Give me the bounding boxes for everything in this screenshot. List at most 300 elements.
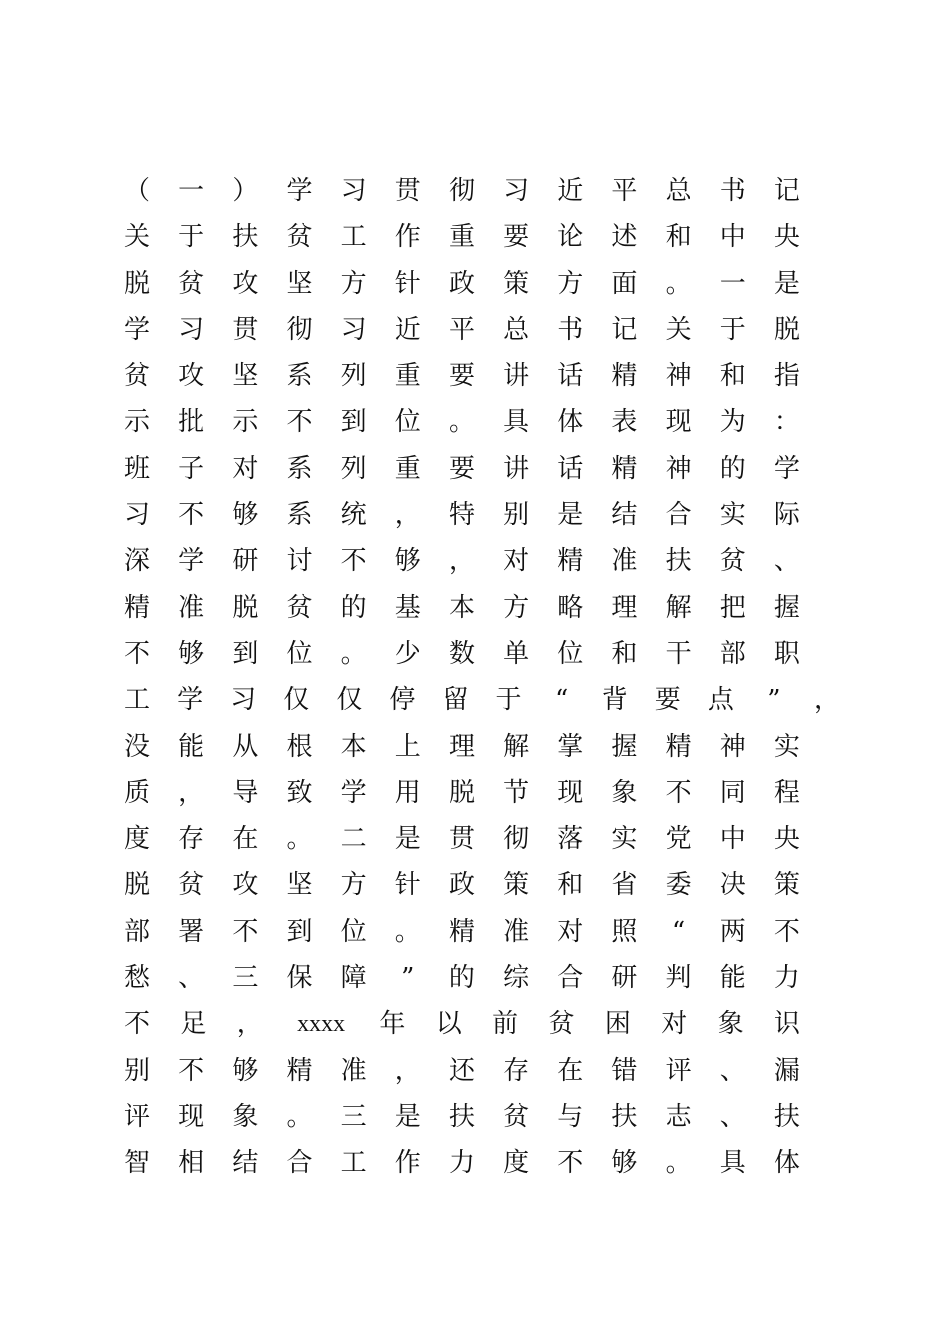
text-char: 统	[340, 500, 367, 531]
text-char: 足	[180, 1009, 207, 1040]
text-char: 理	[611, 592, 638, 623]
text-char: 精	[557, 546, 584, 577]
text-char: 部	[124, 916, 151, 947]
text-char: 扶	[773, 1101, 800, 1132]
text-char: ，	[394, 500, 421, 531]
text-char: 中	[719, 222, 746, 253]
text-char: 精	[286, 1055, 313, 1086]
text-char: 别	[503, 500, 530, 531]
text-line	[124, 307, 800, 353]
text-char: ，	[394, 1055, 421, 1086]
text-char: 准	[503, 916, 530, 947]
text-char: 班	[124, 453, 151, 484]
text-char: 脱	[124, 268, 151, 299]
text-char: 政	[448, 268, 475, 299]
text-char: 基	[394, 592, 421, 623]
text-char: 够	[232, 500, 259, 531]
text-char: 位	[286, 638, 313, 669]
text-char: 具	[503, 407, 530, 438]
text-char: 脱	[448, 777, 475, 808]
text-char: 贫	[178, 870, 205, 901]
text-char: 针	[394, 870, 421, 901]
text-char: 握	[773, 592, 800, 623]
text-char: 策	[503, 268, 530, 299]
text-char: 示	[124, 407, 151, 438]
text-char: 象	[232, 1101, 259, 1132]
text-char: 不	[557, 1148, 584, 1179]
text-char: 署	[178, 916, 205, 947]
text-char: 系	[286, 361, 313, 392]
text-line	[124, 770, 800, 816]
text-char: 与	[557, 1101, 584, 1132]
text-char: 部	[719, 638, 746, 669]
text-char: 扶	[232, 222, 259, 253]
text-char: 贫	[719, 546, 746, 577]
text-char: 力	[773, 963, 800, 994]
text-char: 致	[286, 777, 313, 808]
text-char: 讲	[503, 361, 530, 392]
text-char: ：	[773, 407, 800, 438]
text-char: 。	[448, 407, 475, 438]
text-char: 委	[665, 870, 692, 901]
text-char: 数	[448, 638, 475, 669]
text-char: 记	[611, 314, 638, 345]
text-char: 书	[557, 314, 584, 345]
text-char: 还	[448, 1055, 475, 1086]
text-line	[124, 492, 800, 538]
text-char: xxxx	[297, 1011, 346, 1038]
text-char: 话	[557, 361, 584, 392]
text-char: 对	[232, 453, 259, 484]
text-char: 系	[286, 500, 313, 531]
text-char: 。	[665, 268, 692, 299]
text-char: 两	[719, 916, 746, 947]
text-char: 指	[773, 361, 800, 392]
text-char: 单	[503, 638, 530, 669]
text-char: 解	[503, 731, 530, 762]
text-char: 坚	[232, 361, 259, 392]
text-char: 实	[611, 824, 638, 855]
text-char: 度	[503, 1148, 530, 1179]
text-char: 工	[124, 685, 151, 716]
text-line	[124, 399, 800, 445]
text-char: 省	[611, 870, 638, 901]
text-char: 攻	[178, 361, 205, 392]
text-char: 平	[448, 314, 475, 345]
text-char: 别	[124, 1055, 151, 1086]
text-char: 二	[340, 824, 367, 855]
text-char: 列	[340, 361, 367, 392]
text-char: 贫	[503, 1101, 530, 1132]
text-line	[124, 724, 800, 770]
text-char: ”	[767, 685, 781, 716]
text-char: 表	[611, 407, 638, 438]
text-char: 央	[773, 824, 800, 855]
text-char: 愁	[124, 963, 151, 994]
text-char: 实	[773, 731, 800, 762]
text-char: 能	[719, 963, 746, 994]
text-char: 贯	[394, 176, 421, 206]
text-char: 一	[178, 176, 205, 206]
text-char: 示	[232, 407, 259, 438]
text-char: 重	[394, 453, 421, 484]
text-char: 列	[340, 453, 367, 484]
text-char: 策	[773, 870, 800, 901]
text-char: 。	[286, 1101, 313, 1132]
text-char: 于	[178, 222, 205, 253]
text-char: 坚	[286, 268, 313, 299]
text-char: 扶	[611, 1101, 638, 1132]
text-char: 位	[394, 407, 421, 438]
text-char: 精	[611, 453, 638, 484]
text-char: 把	[719, 592, 746, 623]
text-char: 脱	[124, 870, 151, 901]
text-char: 于	[719, 314, 746, 345]
text-char: 本	[340, 731, 367, 762]
text-char: 保	[286, 963, 313, 994]
text-char: 具	[719, 1148, 746, 1179]
text-char: “	[671, 916, 686, 947]
text-char: 精	[611, 361, 638, 392]
text-char: 精	[448, 916, 475, 947]
text-char: 话	[557, 453, 584, 484]
text-char: 面	[611, 268, 638, 299]
text-char: 方	[557, 268, 584, 299]
text-char: 节	[503, 777, 530, 808]
text-line	[124, 1001, 800, 1047]
text-char: 够	[178, 638, 205, 669]
text-char: 体	[557, 407, 584, 438]
text-char: 不	[178, 500, 205, 531]
text-char: 在	[232, 824, 259, 855]
text-char: 作	[394, 1148, 421, 1179]
text-char: 本	[448, 592, 475, 623]
text-char: 漏	[773, 1055, 800, 1086]
text-char: 脱	[232, 592, 259, 623]
text-char: 干	[665, 638, 692, 669]
text-char: 困	[604, 1009, 631, 1040]
text-char: 和	[557, 870, 584, 901]
text-char: 质	[124, 777, 151, 808]
text-char: 方	[340, 268, 367, 299]
text-char: 习	[340, 314, 367, 345]
text-char: 前	[492, 1009, 519, 1040]
text-char: 彻	[286, 314, 313, 345]
text-char: 不	[340, 546, 367, 577]
text-char: 判	[665, 963, 692, 994]
text-char: 总	[665, 176, 692, 206]
text-char: 相	[178, 1148, 205, 1179]
text-char: 不	[178, 1055, 205, 1086]
text-char: 和	[611, 638, 638, 669]
text-line	[124, 631, 800, 677]
text-char: ）	[232, 176, 259, 206]
text-char: 学	[340, 777, 367, 808]
text-char: 贫	[178, 268, 205, 299]
text-char: 导	[232, 777, 259, 808]
text-char: 习	[230, 685, 257, 716]
text-char: 讲	[503, 453, 530, 484]
text-char: 重	[394, 361, 421, 392]
text-char: 象	[611, 777, 638, 808]
text-char: 重	[448, 222, 475, 253]
text-char: 准	[340, 1055, 367, 1086]
text-char: 对	[661, 1009, 688, 1040]
text-char: 要	[654, 685, 681, 716]
text-char: 错	[611, 1055, 638, 1086]
text-char: 策	[503, 870, 530, 901]
text-char: 够	[394, 546, 421, 577]
text-char: 和	[719, 361, 746, 392]
text-char: 评	[124, 1101, 151, 1132]
text-char: ”	[401, 963, 415, 994]
text-char: 攻	[232, 870, 259, 901]
text-char: 央	[773, 222, 800, 253]
text-char: ，	[236, 1009, 263, 1040]
text-char: 学	[178, 546, 205, 577]
text-char: 在	[557, 1055, 584, 1086]
text-char: 不	[232, 916, 259, 947]
text-char: 贯	[448, 824, 475, 855]
text-char: 的	[719, 453, 746, 484]
text-char: 现	[178, 1101, 205, 1132]
text-char: “	[554, 685, 569, 716]
text-char: 略	[557, 592, 584, 623]
text-line	[124, 538, 800, 584]
text-char: 学	[286, 176, 313, 206]
text-char: 作	[394, 222, 421, 253]
text-char: 学	[177, 685, 204, 716]
text-line	[124, 446, 800, 492]
text-char: 是	[557, 500, 584, 531]
text-char: 研	[611, 963, 638, 994]
text-char: 照	[611, 916, 638, 947]
text-char: 够	[232, 1055, 259, 1086]
text-char: 位	[340, 916, 367, 947]
text-line	[124, 955, 800, 1001]
text-char: 方	[340, 870, 367, 901]
text-char: 近	[557, 176, 584, 206]
text-char: 中	[719, 824, 746, 855]
text-char: 习	[340, 176, 367, 206]
text-char: 系	[286, 453, 313, 484]
text-char: 际	[773, 500, 800, 531]
text-char: 神	[665, 453, 692, 484]
text-char: 到	[286, 916, 313, 947]
text-char: ，	[178, 777, 205, 808]
text-char: 针	[394, 268, 421, 299]
text-char: 握	[611, 731, 638, 762]
text-char: 对	[503, 546, 530, 577]
text-char: 上	[394, 731, 421, 762]
text-char: 不	[124, 638, 151, 669]
text-line	[124, 862, 800, 908]
text-char: 要	[448, 453, 475, 484]
text-line	[124, 585, 800, 631]
text-char: 存	[503, 1055, 530, 1086]
text-char: 习	[178, 314, 205, 345]
text-char: 仅	[336, 685, 363, 716]
text-char: 彻	[503, 824, 530, 855]
text-char: 是	[394, 1101, 421, 1132]
text-char: 贫	[548, 1009, 575, 1040]
text-line	[124, 909, 800, 955]
text-char: 学	[773, 453, 800, 484]
text-char: 同	[719, 777, 746, 808]
text-char: 不	[124, 1009, 151, 1040]
text-char: 贫	[286, 592, 313, 623]
text-char: （	[124, 176, 151, 206]
text-char: 力	[448, 1148, 475, 1179]
text-char: 以	[435, 1009, 462, 1040]
text-char: 和	[665, 222, 692, 253]
text-char: 彻	[448, 176, 475, 206]
text-char: 党	[665, 824, 692, 855]
text-char: 留	[442, 685, 469, 716]
text-char: 一	[719, 268, 746, 299]
text-char: ，	[448, 546, 475, 577]
text-char: 坚	[286, 870, 313, 901]
text-char: 评	[665, 1055, 692, 1086]
text-char: 扶	[448, 1101, 475, 1132]
text-char: 位	[557, 638, 584, 669]
text-char: 学	[124, 314, 151, 345]
text-char: 没	[124, 731, 151, 762]
text-char: 合	[557, 963, 584, 994]
text-char: 论	[557, 222, 584, 253]
text-char: 书	[719, 176, 746, 206]
text-char: 年	[379, 1009, 406, 1040]
text-char: 程	[773, 777, 800, 808]
text-char: 贫	[286, 222, 313, 253]
text-line	[124, 1140, 800, 1186]
text-char: 近	[394, 314, 421, 345]
text-char: 障	[340, 963, 367, 994]
text-char: 、	[773, 546, 800, 577]
text-char: 工	[340, 1148, 367, 1179]
text-char: 、	[719, 1101, 746, 1132]
text-char: 、	[178, 963, 205, 994]
text-char: 实	[719, 500, 746, 531]
text-char: 掌	[557, 731, 584, 762]
text-char: 体	[773, 1148, 800, 1179]
text-char: ，	[813, 685, 840, 716]
text-char: 的	[448, 963, 475, 994]
text-char: 结	[611, 500, 638, 531]
text-line	[124, 816, 800, 862]
text-char: 攻	[232, 268, 259, 299]
text-char: 特	[448, 500, 475, 531]
text-char: 综	[503, 963, 530, 994]
text-char: 关	[665, 314, 692, 345]
text-char: 神	[719, 731, 746, 762]
text-char: 够	[611, 1148, 638, 1179]
text-line	[124, 677, 840, 723]
text-char: 落	[557, 824, 584, 855]
text-char: 是	[394, 824, 421, 855]
text-char: 准	[611, 546, 638, 577]
text-char: 讨	[286, 546, 313, 577]
text-char: 合	[665, 500, 692, 531]
text-char: 于	[495, 685, 522, 716]
text-char: 志	[665, 1101, 692, 1132]
text-char: 不	[665, 777, 692, 808]
text-char: 要	[503, 222, 530, 253]
text-char: 方	[503, 592, 530, 623]
text-char: 到	[232, 638, 259, 669]
text-char: 要	[448, 361, 475, 392]
body-text	[124, 168, 844, 1187]
text-char: 停	[389, 685, 416, 716]
text-char: 的	[340, 592, 367, 623]
text-char: 政	[448, 870, 475, 901]
text-char: 识	[773, 1009, 800, 1040]
text-char: 。	[340, 638, 367, 669]
text-line	[124, 168, 800, 214]
text-char: 三	[340, 1101, 367, 1132]
text-char: 平	[611, 176, 638, 206]
text-char: 批	[178, 407, 205, 438]
text-line	[124, 214, 800, 260]
text-char: 现	[557, 777, 584, 808]
text-char: 研	[232, 546, 259, 577]
text-char: 度	[124, 824, 151, 855]
text-char: 为	[719, 407, 746, 438]
text-char: 习	[503, 176, 530, 206]
text-char: 深	[124, 546, 151, 577]
text-char: 习	[124, 500, 151, 531]
text-char: 不	[286, 407, 313, 438]
text-char: 。	[286, 824, 313, 855]
text-char: 总	[503, 314, 530, 345]
text-char: 对	[557, 916, 584, 947]
text-char: 三	[232, 963, 259, 994]
text-char: 理	[448, 731, 475, 762]
text-char: 根	[286, 731, 313, 762]
text-char: 子	[178, 453, 205, 484]
text-char: 职	[773, 638, 800, 669]
text-char: 工	[340, 222, 367, 253]
text-char: 不	[773, 916, 800, 947]
text-char: 少	[394, 638, 421, 669]
text-char: 准	[178, 592, 205, 623]
text-line	[124, 353, 800, 399]
text-char: 脱	[773, 314, 800, 345]
text-char: 。	[665, 1148, 692, 1179]
text-line	[124, 1048, 800, 1094]
text-char: 、	[719, 1055, 746, 1086]
text-char: 扶	[665, 546, 692, 577]
text-char: 神	[665, 361, 692, 392]
text-char: 述	[611, 222, 638, 253]
text-char: 到	[340, 407, 367, 438]
text-char: 用	[394, 777, 421, 808]
text-char: 智	[124, 1148, 151, 1179]
text-char: 。	[394, 916, 421, 947]
text-char: 能	[178, 731, 205, 762]
text-char: 贯	[232, 314, 259, 345]
text-char: 记	[773, 176, 800, 206]
text-char: 决	[719, 870, 746, 901]
text-char: 背	[601, 685, 628, 716]
text-char: 解	[665, 592, 692, 623]
text-line	[124, 261, 800, 307]
text-char: 象	[717, 1009, 744, 1040]
text-char: 点	[707, 685, 734, 716]
text-char: 关	[124, 222, 151, 253]
text-char: 精	[124, 592, 151, 623]
text-char: 从	[232, 731, 259, 762]
